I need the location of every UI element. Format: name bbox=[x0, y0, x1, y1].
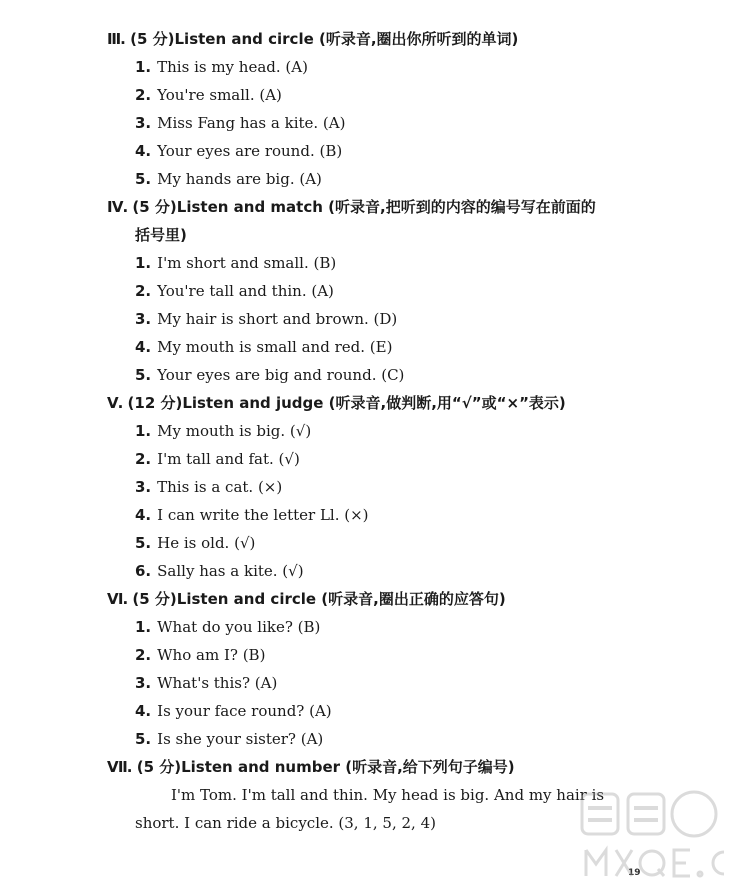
list-item bbox=[135, 333, 392, 361]
item-number: 5. bbox=[135, 534, 152, 552]
item-text: What's this? (A) bbox=[157, 674, 278, 692]
list-item bbox=[135, 697, 332, 725]
item-number: 1. bbox=[135, 254, 152, 272]
item-number: 4. bbox=[135, 338, 152, 356]
item-number: 2. bbox=[135, 86, 152, 104]
item-text: You're tall and thin. (A) bbox=[157, 282, 334, 300]
item-number: 5. bbox=[135, 170, 152, 188]
item-number: 3. bbox=[135, 674, 152, 692]
section-7-paragraph bbox=[135, 781, 667, 837]
item-text: Is she your sister? (A) bbox=[157, 730, 324, 748]
item-text: Is your face round? (A) bbox=[157, 702, 332, 720]
item-text: Who am I? (B) bbox=[157, 646, 266, 664]
section-5-heading bbox=[107, 389, 677, 417]
item-text: Miss Fang has a kite. (A) bbox=[157, 114, 346, 132]
item-number: 2. bbox=[135, 646, 152, 664]
list-item bbox=[135, 109, 345, 137]
list-item bbox=[135, 81, 282, 109]
item-number: 5. bbox=[135, 730, 152, 748]
item-number: 1. bbox=[135, 58, 152, 76]
item-number: 4. bbox=[135, 506, 152, 524]
list-item bbox=[135, 361, 404, 389]
list-item bbox=[135, 445, 300, 473]
item-text: I'm tall and fat. (√) bbox=[157, 450, 300, 468]
item-text: Your eyes are round. (B) bbox=[157, 142, 343, 160]
paragraph-line-1: I'm Tom. I'm tall and thin. My head is big. And my hair is bbox=[171, 786, 605, 804]
list-item bbox=[135, 557, 304, 585]
section-6-heading bbox=[107, 585, 677, 613]
list-item bbox=[135, 277, 334, 305]
section-6-title: (5 分)Listen and circle (听录音,圈出正确的应答句) bbox=[132, 590, 506, 608]
item-text: My hands are big. (A) bbox=[157, 170, 322, 188]
item-text: What do you like? (B) bbox=[157, 618, 321, 636]
item-number: 2. bbox=[135, 450, 152, 468]
section-3-heading bbox=[107, 25, 677, 53]
item-number: 1. bbox=[135, 618, 152, 636]
item-text: This is a cat. (×) bbox=[157, 478, 283, 496]
item-number: 3. bbox=[135, 310, 152, 328]
item-number: 2. bbox=[135, 282, 152, 300]
section-3-title: (5 分)Listen and circle (听录音,圈出你所听到的单词) bbox=[130, 30, 519, 48]
section-4-title: (5 分)Listen and match (听录音,把听到的内容的编号写在前面的 bbox=[132, 198, 596, 216]
section-5-title: (12 分)Listen and judge (听录音,做判断,用“√”或“×”表示) bbox=[127, 394, 566, 412]
section-7-title: (5 分)Listen and number (听录音,给下列句子编号) bbox=[136, 758, 515, 776]
list-item bbox=[135, 725, 323, 753]
item-text: My hair is short and brown. (D) bbox=[157, 310, 398, 328]
list-item bbox=[135, 305, 397, 333]
list-item bbox=[135, 641, 265, 669]
item-number: 4. bbox=[135, 142, 152, 160]
paragraph-line-2: short. I can ride a bicycle. (3, 1, 5, 2, 4) bbox=[135, 814, 436, 832]
section-4-heading-continued: 括号里) bbox=[135, 226, 187, 244]
list-item bbox=[135, 473, 282, 501]
item-number: 3. bbox=[135, 478, 152, 496]
list-item bbox=[135, 501, 369, 529]
item-text: This is my head. (A) bbox=[157, 58, 308, 76]
list-item bbox=[135, 417, 311, 445]
item-number: 6. bbox=[135, 562, 152, 580]
item-text: Sally has a kite. (√) bbox=[157, 562, 304, 580]
list-item bbox=[135, 137, 342, 165]
list-item bbox=[135, 165, 322, 193]
list-item bbox=[135, 53, 308, 81]
section-3-numeral: Ⅲ. bbox=[107, 30, 125, 48]
item-text: You're small. (A) bbox=[157, 86, 282, 104]
list-item bbox=[135, 669, 277, 697]
list-item bbox=[135, 613, 320, 641]
item-text: My mouth is big. (√) bbox=[157, 422, 312, 440]
item-number: 3. bbox=[135, 114, 152, 132]
section-7-heading bbox=[107, 753, 677, 781]
section-5-numeral: Ⅴ. bbox=[107, 394, 123, 412]
item-text: He is old. (√) bbox=[157, 534, 256, 552]
item-number: 5. bbox=[135, 366, 152, 384]
page-number: 19 bbox=[628, 868, 641, 878]
section-6-numeral: Ⅵ. bbox=[107, 590, 128, 608]
section-7-numeral: Ⅶ. bbox=[107, 758, 132, 776]
section-4-numeral: Ⅳ. bbox=[107, 198, 128, 216]
list-item bbox=[135, 249, 336, 277]
item-text: I'm short and small. (B) bbox=[157, 254, 337, 272]
item-text: My mouth is small and red. (E) bbox=[157, 338, 393, 356]
list-item bbox=[135, 529, 255, 557]
item-number: 4. bbox=[135, 702, 152, 720]
item-number: 1. bbox=[135, 422, 152, 440]
item-text: Your eyes are big and round. (C) bbox=[157, 366, 405, 384]
section-4-heading bbox=[107, 193, 677, 221]
item-text: I can write the letter Ll. (×) bbox=[157, 506, 369, 524]
